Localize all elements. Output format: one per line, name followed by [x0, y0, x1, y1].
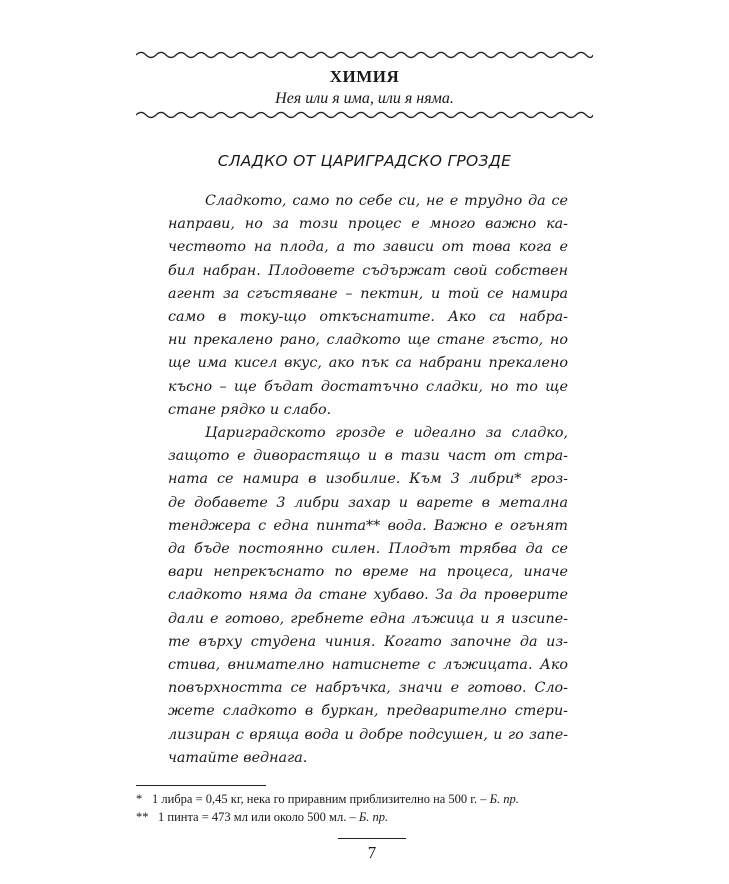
footnote-mark: **: [136, 810, 149, 824]
recipe-body: [168, 190, 568, 770]
chapter-title: ХИМИЯ: [329, 67, 400, 86]
footnote-1: [136, 790, 606, 808]
body-line: жете сладкото в буркан, предварително стери-: [168, 703, 568, 720]
body-line: стива, внимателно натиснете с лъжицата. Ако: [168, 657, 568, 674]
body-line: ни прекалено рано, сладкото ще стане гъсто, но: [168, 332, 568, 349]
body-line: агент за сгъстяване – пектин, и той се намира: [168, 285, 568, 302]
footnote-source: Б. пр.: [489, 792, 519, 806]
footnote-mark: *: [136, 792, 143, 806]
body-line: сладкото няма да стане хубаво. За да проверите: [168, 587, 568, 604]
body-line: стане рядко и слабо.: [168, 401, 332, 418]
body-line: защото е диворастящо и в тази част от стра-: [168, 448, 568, 465]
body-line: чатайте веднага.: [168, 749, 308, 766]
body-line: да бъде постоянно силен. Плодът трябва да се: [168, 541, 568, 558]
body-line: вари непрекъснато по време на процеса, иначе: [168, 564, 568, 581]
recipe-title: СЛАДКО ОТ ЦАРИГРАДСКО ГРОЗДЕ: [217, 152, 512, 170]
page-number: 7: [367, 843, 377, 862]
page-number-rule: [338, 838, 406, 839]
body-line: тенджера с една пинта** вода. Важно е огънят: [168, 517, 568, 534]
footnote-separator: [136, 785, 266, 786]
footnote-source: Б. пр.: [358, 810, 389, 824]
body-line: дали е готово, гребнете една лъжица и я изсипе-: [168, 610, 568, 627]
footnote-text: 1 либра = 0,45 кг, нека го приравним приблизително на 500 г. –: [152, 792, 490, 806]
body-line: чеството на плода, а то зависи от това кога е: [168, 239, 568, 256]
body-line: Сладкото, само по себе си, не е трудно да се: [205, 193, 568, 209]
body-line: бил набран. Плодовете съдържат свой собствен: [168, 262, 568, 279]
body-line: направи, но за този процес е много важно ка-: [168, 216, 568, 233]
body-line: късно – ще бъдат достатъчно сладки, но то ще: [168, 378, 568, 395]
footnote-2: [136, 808, 606, 826]
header-top-wavy-rule: [136, 50, 593, 60]
chapter-subtitle: Нея или я има, или я няма.: [275, 90, 454, 107]
body-line: повърхността се набръчка, значи е готово. Сло-: [168, 680, 568, 697]
header-bottom-wavy-rule: [136, 110, 593, 120]
body-line: Цариградското грозде е идеално за сладко,: [205, 425, 568, 442]
footnotes: [136, 790, 606, 826]
body-line: ната се намира в изобилие. Към 3 либри* гроз-: [168, 471, 568, 488]
body-line: лизиран с вряща вода и добре подсушен, и го запе-: [168, 726, 568, 743]
body-line: те върху студена чиния. Когато започне да из-: [168, 633, 568, 650]
body-line: само в току-що откъснатите. Ако са набра-: [168, 309, 568, 326]
footnote-text: 1 пинта = 473 мл или около 500 мл. –: [158, 810, 359, 824]
body-line: ще има кисел вкус, ако пък са набрани прекалено: [168, 355, 568, 372]
body-line: де добавете 3 либри захар и варете в метална: [168, 494, 568, 511]
